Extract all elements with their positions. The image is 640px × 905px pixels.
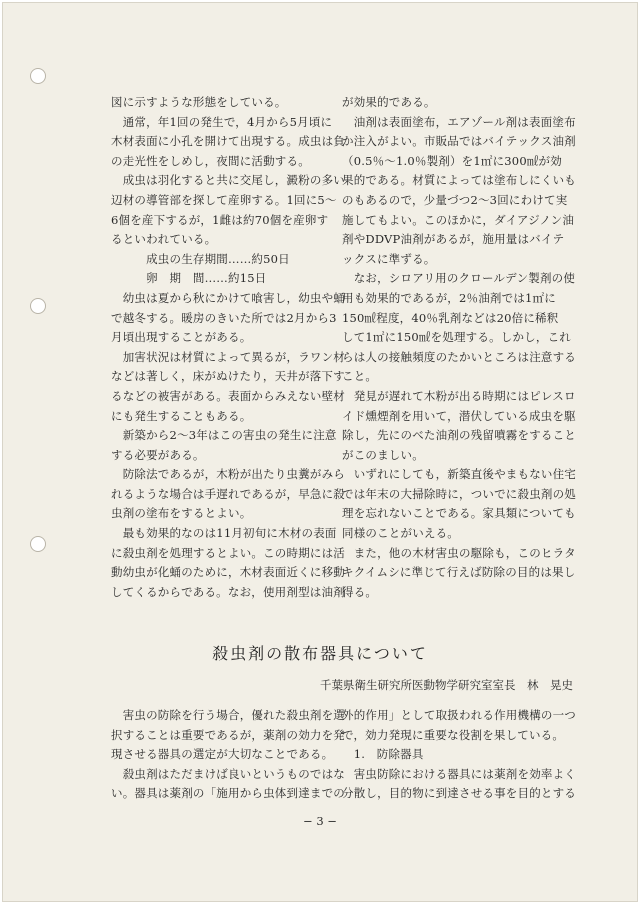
binder-hole: [30, 68, 46, 84]
text-line: が効果的である。: [342, 95, 436, 109]
text-line: 理を忘れないことである。家具類についても: [342, 506, 576, 521]
text-line: 現させる器具の選定が大切なことである。: [111, 747, 334, 762]
text-line: か注入がよい。市販品ではバイテックス油剤: [342, 134, 576, 149]
text-line: らは人の接触頻度のたかいところは注意する: [342, 349, 576, 364]
text-line: ックスに準ずる。: [342, 251, 436, 266]
text-line: なお，シロアリ用のクロールデン製剤の使: [342, 271, 576, 286]
text-line: 最も効果的なのは11月初旬に木材の表面: [111, 526, 337, 541]
text-line: 防除法であるが，木粉が出たり虫糞がみら: [111, 467, 345, 482]
text-line: 木材表面に小孔を開けて出現する。成虫は負: [111, 134, 345, 149]
text-line: 剤やDDVP油剤があるが，施用量はバイテ: [342, 232, 565, 247]
text-line: 成虫の生存期間……約50日: [111, 251, 290, 266]
author-line: 千葉県衛生研究所医動物学研究室室長 林 晃史: [320, 678, 573, 692]
text-line: 分散し，目的物に到達させる事を目的とする: [342, 786, 576, 801]
text-line: 6個を産下するが，1雌は約70個を産卵す: [111, 212, 329, 227]
text-line: 発見が遅れて木粉が出る時期にはピレスロ: [342, 388, 576, 403]
binder-hole: [30, 298, 46, 314]
text-line: いずれにしても，新築直後やまもない住宅: [342, 467, 576, 482]
text-line: キクイムシに準じて行えば防除の目的は果し: [342, 565, 576, 580]
text-line: などは著しく，床がぬけたり，天井が落下す: [111, 369, 345, 384]
text-line: 殺虫剤はただまけば良いというものではな: [111, 766, 345, 781]
text-line: に殺虫剤を処理するとよい。この時期には活: [111, 545, 345, 560]
text-line: 図に示すような形態をしている。: [111, 95, 287, 109]
text-line: 用も効果的であるが，2％油剤では1㎡に: [342, 290, 556, 305]
text-line: 外的作用」として取扱われる作用機構の一つ: [342, 708, 576, 722]
text-line: こと。: [342, 369, 378, 384]
text-line: 虫剤の塗布をするとよい。: [111, 506, 252, 521]
text-line: 除し，先にのべた油剤の残留噴霧をすること: [342, 428, 576, 443]
text-line: 加害状況は材質によって異るが，ラワン材: [111, 349, 345, 364]
text-line: 卵 期 間……約15日: [111, 271, 267, 286]
text-line: 害虫の防除を行う場合，優れた殺虫剤を選: [111, 708, 345, 722]
text-line: 果的である。材質によっては塗布しにくいも: [342, 173, 576, 188]
text-line: 1. 防除器具: [342, 747, 424, 762]
text-line: で，効力発現に重要な役割を果している。: [342, 727, 565, 742]
article2-left-column: [111, 706, 345, 804]
text-line: の走光性をしめし，夜間に活動する。: [111, 153, 310, 168]
text-line: （0.5％〜1.0％製剤）を1㎡に300㎖が効: [342, 153, 562, 168]
article1-right-column: [342, 93, 576, 602]
text-line: がこのましい。: [342, 447, 424, 462]
text-line: してくるからである。なお，使用剤型は油剤: [111, 584, 345, 599]
text-line: 月頃出現することがある。: [111, 330, 252, 345]
text-line: では年末の大掃除時に，ついでに殺虫剤の処: [342, 486, 576, 501]
text-line: 通常，年1回の発生で，4月から5月頃に: [111, 114, 333, 129]
text-line: 同様のことがいえる。: [342, 526, 459, 541]
binder-hole: [30, 536, 46, 552]
text-line: にも発生することもある。: [111, 408, 252, 423]
article1-left-column: [111, 93, 345, 602]
text-line: 新築から2〜3年はこの害虫の発生に注意: [111, 428, 337, 443]
text-line: い。器具は薬剤の「施用から虫体到達までの: [111, 786, 345, 801]
text-line: るといわれている。: [111, 232, 217, 247]
text-line: 150㎖程度，40％乳剤などは20倍に稀釈: [342, 310, 559, 325]
text-line: 施してもよい。このほかに，ダイアジノン油: [342, 212, 575, 227]
text-line: 得る。: [342, 584, 378, 599]
text-line: イド燻煙剤を用いて，潜伏している成虫を駆: [342, 408, 576, 423]
text-line: のもあるので，少量づつ2〜3回にわけて実: [342, 192, 568, 207]
article2-right-column: [342, 706, 576, 804]
text-line: 辺材の導管部を探して産卵する。1回に5〜: [111, 192, 337, 207]
text-line: 害虫防除における器具には薬剤を効率よく: [342, 766, 576, 781]
text-line: れるような場合は手遅れであるが，早急に殺: [111, 486, 345, 501]
text-line: 択することは重要であるが，薬剤の効力を発: [111, 727, 345, 742]
section-title: 殺虫剤の散布器具について: [212, 644, 428, 663]
text-line: 油剤は表面塗布，エアゾール剤は表面塗布: [342, 114, 576, 129]
text-line: 動幼虫が化蛹のために，木材表面近くに移動: [111, 565, 345, 580]
text-line: また，他の木材害虫の駆除も，このヒラタ: [342, 545, 576, 560]
page-number: − 3 −: [303, 814, 337, 828]
text-line: 幼虫は夏から秋にかけて喰害し，幼虫や蛹: [111, 290, 345, 305]
text-line: 成虫は羽化すると共に交尾し，澱粉の多い: [111, 173, 345, 188]
text-line: して1㎡に150㎖を処理する。しかし，これ: [342, 330, 571, 345]
text-line: する必要がある。: [111, 447, 205, 462]
text-line: で越冬する。暖房のきいた所では2月から3: [111, 310, 337, 325]
text-line: るなどの被害がある。表面からみえない壁材: [111, 388, 345, 403]
